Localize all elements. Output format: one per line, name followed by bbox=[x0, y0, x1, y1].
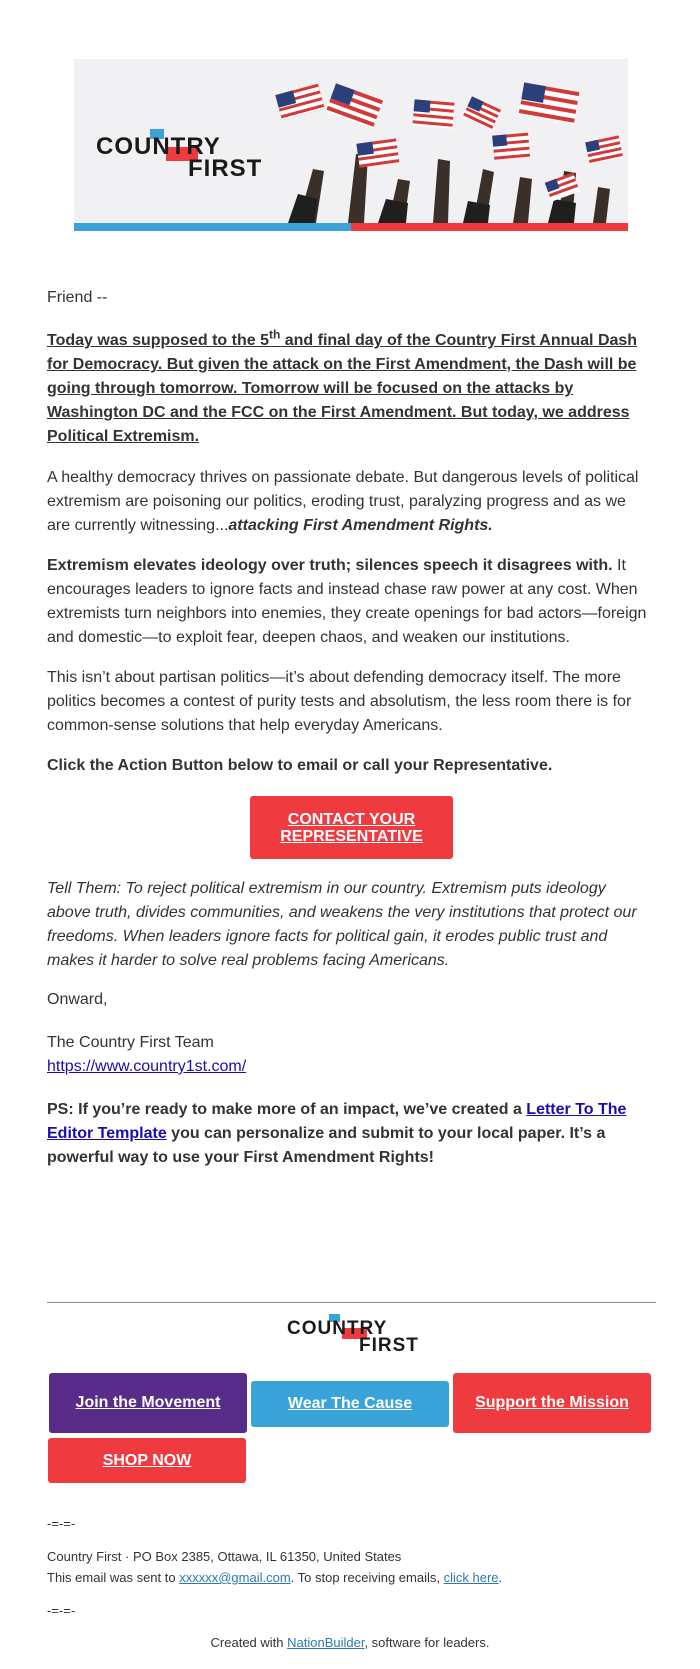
join-movement-button[interactable]: Join the Movement bbox=[49, 1373, 247, 1433]
headline-pre: Today was supposed to the 5 bbox=[47, 332, 269, 349]
flags-illustration bbox=[258, 59, 628, 223]
footer-sent-line bbox=[47, 1568, 502, 1588]
logo-text-top: COUNTRY bbox=[96, 133, 221, 160]
created-with-line bbox=[0, 1633, 700, 1653]
paragraph-2-text: It encourages leaders to ignore facts and instead chase raw power at any cost. When extremists turn neighbors into enemies, they create openings for bad actors—foreign and domestic—to exploit fear, deepen chaos, and weaken our institutions. bbox=[47, 557, 647, 646]
signoff: Onward, bbox=[47, 991, 108, 1008]
contact-representative-button[interactable]: CONTACT YOUR REPRESENTATIVE bbox=[250, 796, 453, 859]
banner-stripe-blue bbox=[74, 223, 351, 231]
support-mission-button[interactable]: Support the Mission bbox=[453, 1373, 651, 1433]
flag-1 bbox=[275, 84, 324, 121]
nationbuilder-link[interactable]: NationBuilder bbox=[287, 1635, 365, 1650]
footer-divider bbox=[47, 1302, 656, 1303]
action-prompt: Click the Action Button below to email or call your Representative. bbox=[47, 757, 553, 774]
paragraph-2 bbox=[47, 554, 653, 650]
header-banner bbox=[74, 59, 628, 231]
headline bbox=[47, 329, 653, 449]
paragraph-1 bbox=[47, 466, 653, 538]
paragraph-1-text: A healthy democracy thrives on passionate debate. But dangerous levels of political extremism are poisoning our politics, eroding trust, paralyzing progress and as we are currently witnessing... bbox=[47, 469, 639, 534]
footer-logo-top: COUNTRY bbox=[287, 1318, 388, 1339]
team-url-line bbox=[47, 1055, 653, 1079]
footer-separator-top: -=-=- bbox=[47, 1516, 76, 1531]
recipient-email-link[interactable]: xxxxxx@gmail.com bbox=[179, 1570, 291, 1585]
logo-text-bottom: FIRST bbox=[188, 155, 263, 182]
country-first-logo bbox=[96, 129, 263, 185]
team-name: The Country First Team bbox=[47, 1034, 214, 1051]
wear-cause-button[interactable]: Wear The Cause bbox=[251, 1381, 449, 1427]
flag-3 bbox=[356, 138, 399, 167]
flag-8 bbox=[585, 135, 623, 164]
tell-them-text: Tell Them: To reject political extremism in our country. Extremism puts ideology above truth, divides communities, and weakens the very institutions that protect our freedoms. When leaders ignore facts for political gain, it erodes public trust and makes it harder to solve real problems facing Americans. bbox=[47, 880, 637, 969]
paragraph-1-emphasis: attacking First Amendment Rights. bbox=[228, 517, 493, 534]
flag-4 bbox=[412, 99, 454, 128]
shop-now-button[interactable]: SHOP NOW bbox=[48, 1438, 246, 1483]
flag-7 bbox=[519, 82, 580, 123]
flag-5 bbox=[463, 96, 501, 129]
sent-pre: This email was sent to bbox=[47, 1570, 180, 1585]
created-post: , software for leaders. bbox=[364, 1635, 490, 1650]
paragraph-2-bold: Extremism elevates ideology over truth; silences speech it disagrees with. bbox=[47, 557, 613, 574]
footer-logo-bottom: FIRST bbox=[359, 1335, 419, 1356]
flag-6 bbox=[492, 133, 530, 160]
ps-pre: PS: If you’re ready to make more of an impact, we’ve created a bbox=[47, 1101, 527, 1118]
flag-9 bbox=[545, 173, 580, 202]
footer-logo bbox=[287, 1314, 417, 1358]
letter-template-link[interactable]: Letter To The Editor Template bbox=[47, 1101, 627, 1142]
paragraph-3: This isn’t about partisan politics—it’s about defending democracy itself. The more politics becomes a contest of purity tests and absolutism, the less room there is for common-sense solutions that help everyday Americans. bbox=[47, 669, 632, 734]
team-url-link[interactable]: https://www.country1st.com/ bbox=[47, 1058, 247, 1075]
ps-paragraph bbox=[47, 1098, 653, 1170]
headline-post: and final day of the Country First Annual Dash for Democracy. But given the attack on the First Amendment, the Dash will be going through tomorrow. Tomorrow will be focused on the attacks by Washington DC and the FCC on the First Amendment. But today, we address Political Extremism. bbox=[47, 332, 638, 445]
unsubscribe-link[interactable]: click here bbox=[443, 1570, 499, 1585]
headline-sup: th bbox=[268, 327, 281, 342]
footer-address: Country First · PO Box 2385, Ottawa, IL 61350, United States bbox=[47, 1549, 402, 1564]
ps-post: you can personalize and submit to your local paper. It’s a powerful way to use your First Amendment Rights! bbox=[47, 1125, 606, 1166]
banner-stripe-red bbox=[351, 223, 628, 231]
sent-end: . bbox=[498, 1570, 503, 1585]
created-pre: Created with bbox=[210, 1635, 288, 1650]
greeting: Friend -- bbox=[47, 289, 108, 306]
sent-mid: . To stop receiving emails, bbox=[290, 1570, 444, 1585]
footer-separator-bottom: -=-=- bbox=[47, 1603, 76, 1618]
flag-2 bbox=[326, 83, 383, 128]
